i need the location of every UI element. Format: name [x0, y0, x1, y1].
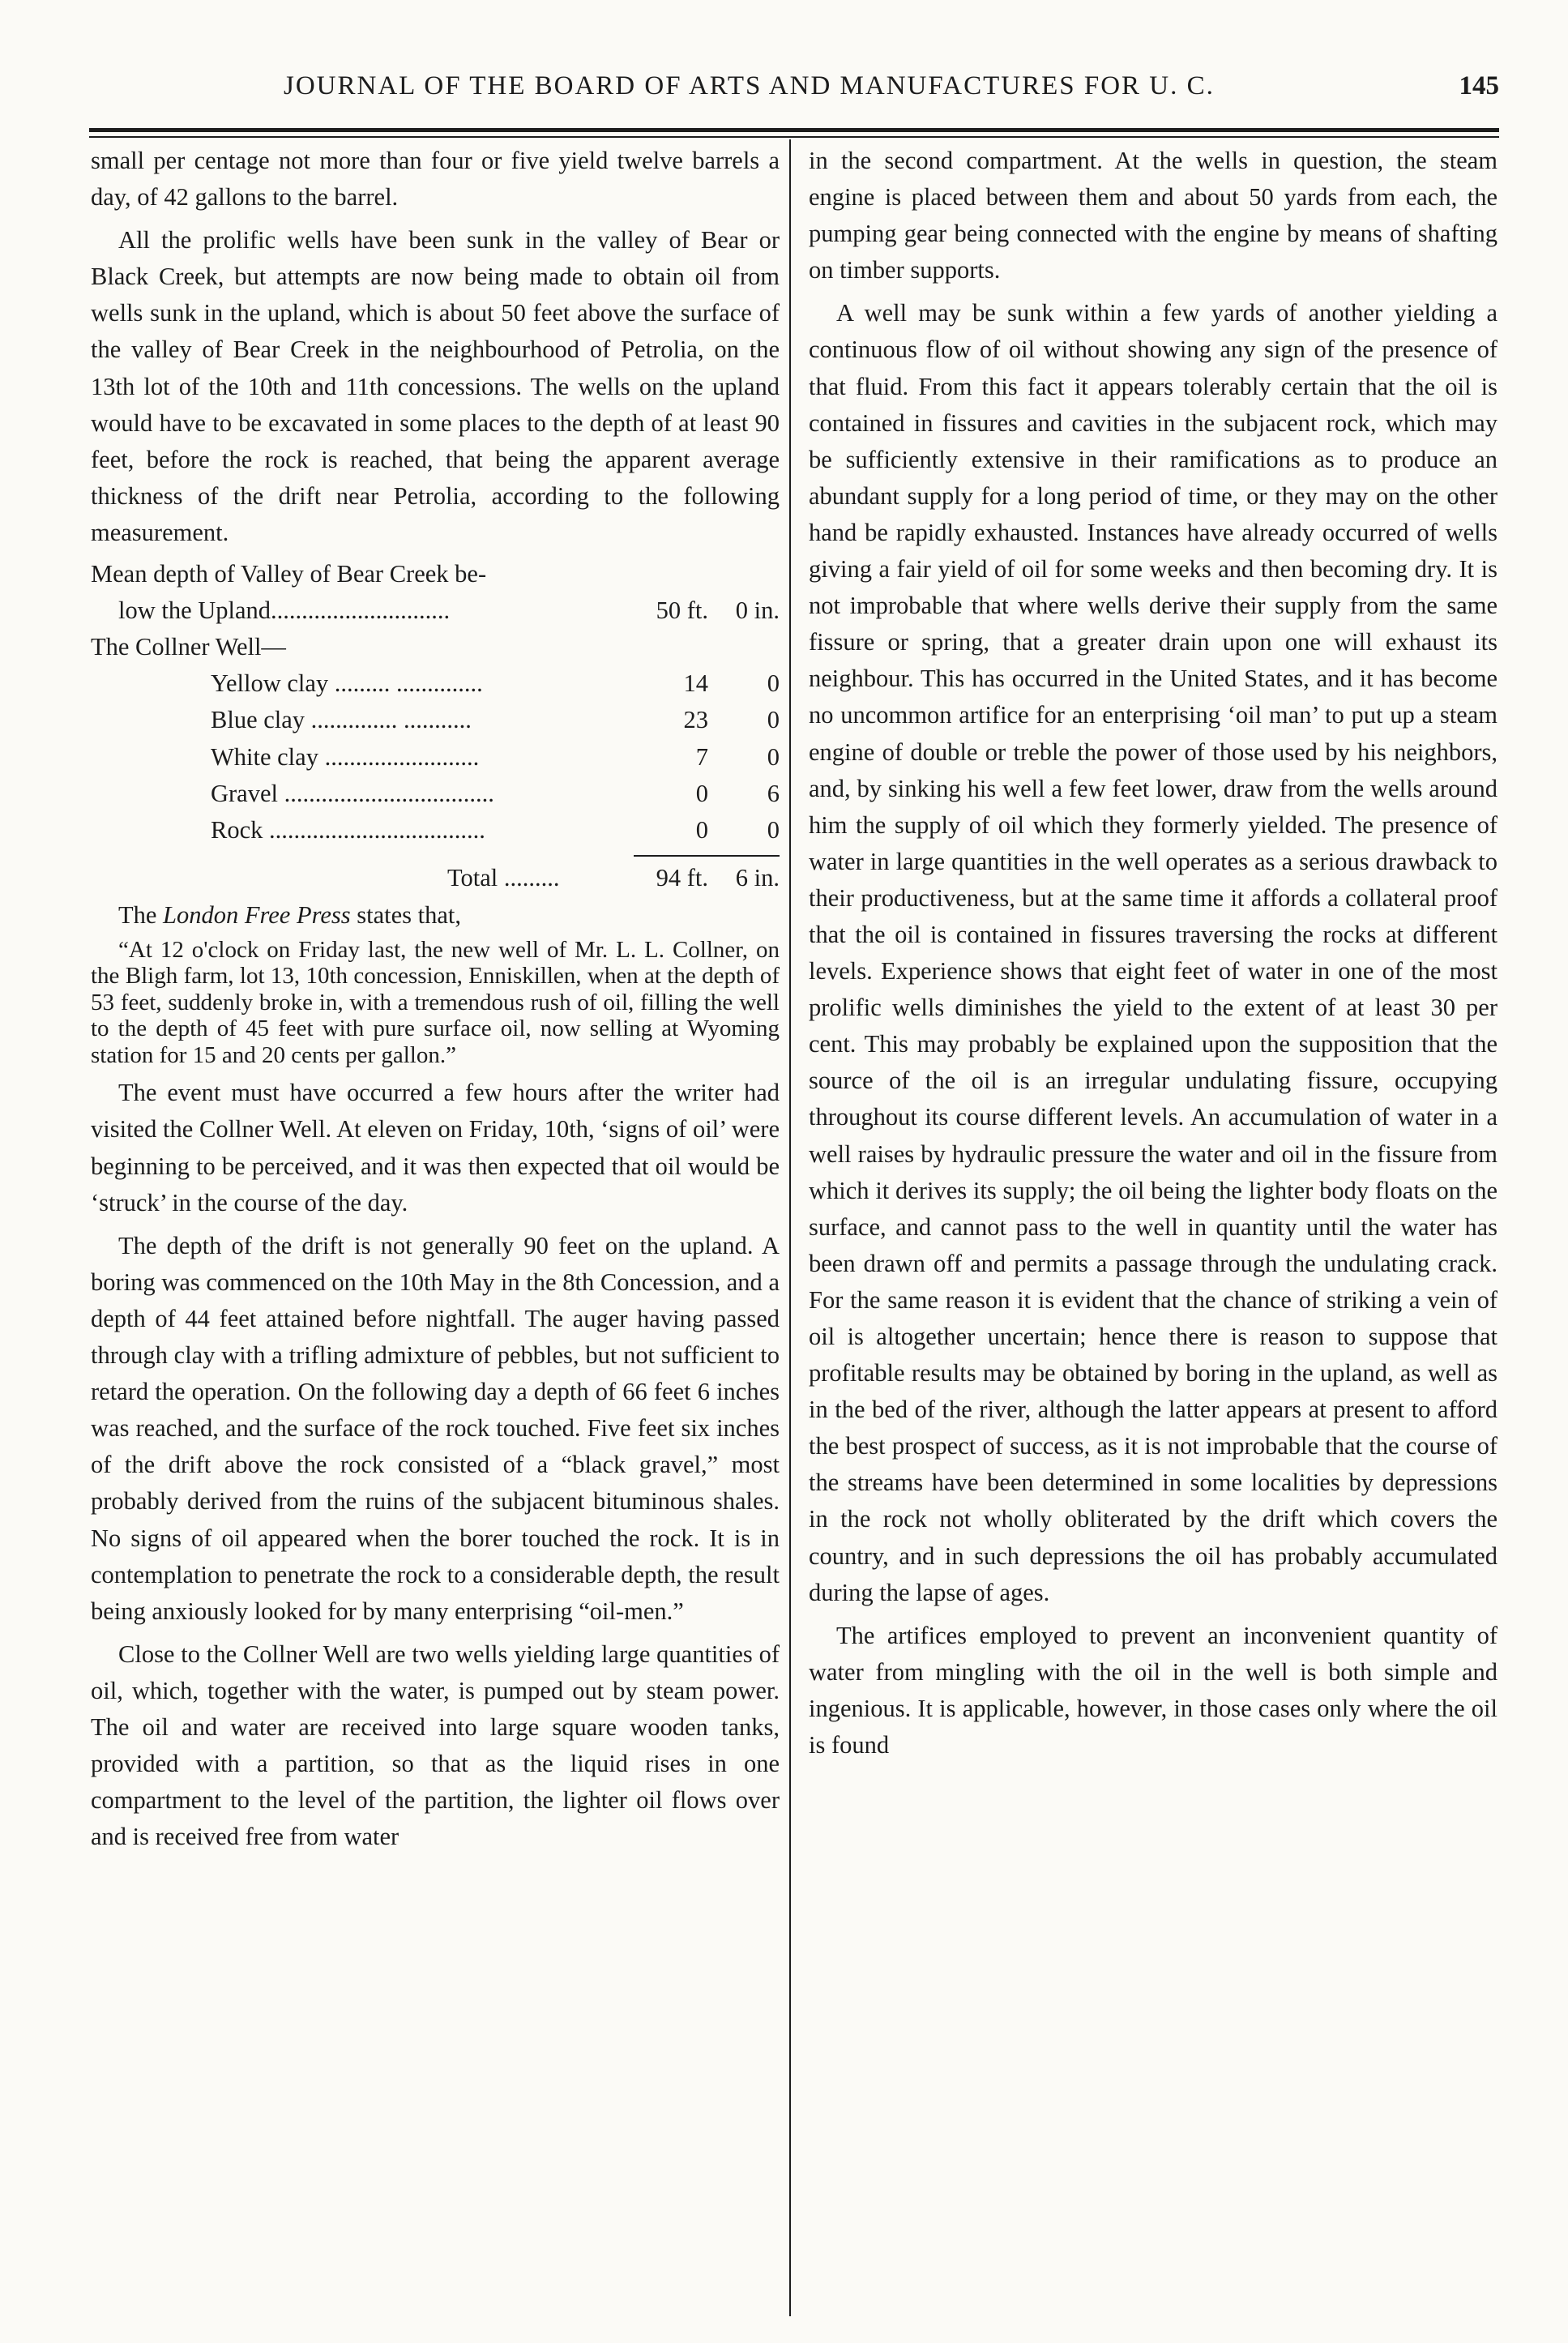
table-row [91, 665, 780, 702]
page-number: 145 [1459, 71, 1499, 100]
table-total-row [91, 849, 780, 897]
drift-measurement-table [91, 556, 780, 897]
header-rule-thick [89, 128, 1499, 132]
left-column [91, 143, 780, 1855]
table-layer-label: White clay ......................... [211, 742, 480, 771]
header-rule-thin [89, 136, 1499, 138]
table-intro-line: Mean depth of Valley of Bear Creek be- [91, 560, 487, 588]
table-layer-label: Blue clay .............. ........... [211, 706, 472, 734]
table-inches: 0 [767, 706, 780, 734]
table-inches: 6 [767, 779, 780, 807]
table-feet: 0 [695, 779, 708, 807]
table-layer-label: Rock ................................... [211, 815, 485, 844]
table-layer-label: Yellow clay ......... .............. [211, 669, 483, 698]
text-run: The [118, 900, 164, 929]
newspaper-quote: “At 12 o'clock on Friday last, the new well of Mr. L. L. Collner, on the Bligh farm, lot 13, 10th concession, Enniskillen, when at the depth of 53 feet, suddenly broke in, with a tremendous rush of oil, filling the well to the depth of 45 feet with pure surface oil, now selling at Wyoming station for 15 and 20 cents per gallon.” [91, 936, 780, 1068]
newspaper-title: London Free Press [163, 900, 351, 929]
paragraph [91, 897, 780, 934]
table-inches: 0 [767, 742, 780, 771]
text-run: states that, [350, 900, 461, 929]
table-row [91, 812, 780, 849]
table-feet: 23 [683, 706, 708, 734]
page-header [89, 71, 1499, 120]
table-total-label: Total ......... [447, 863, 560, 891]
table-heading: The Collner Well— [91, 633, 286, 661]
table-total-feet: 94 ft. [656, 863, 708, 891]
table-feet: 50 ft. [656, 596, 708, 625]
table-row [91, 739, 780, 776]
running-title: JOURNAL OF THE BOARD OF ARTS AND MANUFACTURES FOR U. C. [284, 71, 1215, 100]
paragraph: The artifices employed to prevent an inconvenient quantity of water from mingling with the oil in the well is both simple and ingenious. It is applicable, however, in those cases only where the oil is found [809, 1621, 1498, 1759]
table-feet: 14 [683, 669, 708, 698]
table-inches: 0 in. [735, 596, 780, 625]
paragraph: Close to the Collner Well are two wells yielding large quantities of oil, which, together with the water, is pumped out by steam power. The oil and water are received into large square wooden tanks, provided with a partition, so that as the liquid rises in one compartment to the level of the partition, the lighter oil flows over and is received free from water [91, 1640, 780, 1851]
paragraph: small per centage not more than four or five yield twelve barrels a day, of 42 gallons to the barrel. [91, 147, 780, 212]
table-row [91, 629, 780, 665]
table-row [91, 592, 780, 629]
column-divider [789, 139, 791, 2316]
table-total-inches: 6 in. [735, 863, 780, 891]
table-row [91, 556, 780, 592]
table-feet: 7 [695, 742, 708, 771]
paragraph: The event must have occurred a few hours after the writer had visited the Collner Well. At eleven on Friday, 10th, ‘signs of oil’ were beginning to be perceived, and it was then expected that oil would be ‘struck’ in the course of the day. [91, 1079, 780, 1216]
table-intro-line: low the Upland............................. [118, 596, 451, 625]
table-inches: 0 [767, 669, 780, 698]
paragraph: All the prolific wells have been sunk in the valley of Bear or Black Creek, but attempts are now being made to obtain oil from wells sunk in the upland, which is about 50 feet above the surface of the valley of Bear Creek in the neighbourhood of Petrolia, on the 13th lot of the 10th and 11th concessions. The wells on the upland would have to be excavated in some places to the depth of at least 90 feet, before the rock is reached, that being the apparent average thickness of the drift near Petrolia, according to the following measurement. [91, 226, 780, 546]
paragraph: in the second compartment. At the wells in question, the steam engine is placed between them and about 50 yards from each, the pumping gear being connected with the engine by means of shafting on timber supports. [809, 147, 1498, 284]
table-row [91, 702, 780, 738]
right-column [809, 143, 1498, 1764]
table-feet: 0 [695, 815, 708, 844]
table-layer-label: Gravel .................................. [211, 779, 494, 807]
paragraph: The depth of the drift is not generally 90 feet on the upland. A boring was commenced on the 10th May in the 8th Concession, and a depth of 44 feet attained before nightfall. The auger having passed through clay with a trifling admixture of pebbles, but not sufficient to retard the operation. On the following day a depth of 66 feet 6 inches was reached, and the surface of the rock touched. Five feet six inches of the drift above the rock consisted of a “black gravel,” most probably derived from the ruins of the subjacent bituminous shales. No signs of oil appeared when the borer touched the rock. It is in contemplation to penetrate the rock to a considerable depth, the result being anxiously looked for by many enterprising “oil-men.” [91, 1231, 780, 1625]
table-inches: 0 [767, 815, 780, 844]
paragraph: A well may be sunk within a few yards of another yielding a continuous flow of oil without showing any sign of the presence of that fluid. From this fact it appears tolerably certain that the oil is contained in fissures and cavities in the subjacent rock, which may be sufficiently extensive in their ramifications as to produce an abundant supply for a long period of time, or they may on the other hand be rapidly exhausted. Instances have already occurred of wells giving a fair yield of oil for some weeks and then becoming dry. It is not improbable that where wells derive their supply from the same fissure or spring, that a greater drain upon one will exhaust its neighbour. This has occurred in the United States, and it has become no uncommon artifice for an enterprising ‘oil man’ to put up a steam engine of double or treble the power of those used by his neighbors, and, by sinking his well a few feet lower, draw from the wells around him the supply of oil which they formerly yielded. The presence of water in large quantities in the well operates as a serious drawback to their productiveness, but at the same time it affords a collateral proof that the oil is contained in fissures traversing the rocks at different levels. Experience shows that eight feet of water in one of the most prolific wells diminishes the yield to the extent of at least 30 per cent. This may probably be explained upon the supposition that the source of the oil is an irregular undulating fissure, occupying throughout its course different levels. An accumulation of water in a well raises by hydraulic pressure the water and oil in the fissure from which it derives its supply; the oil being the lighter body floats on the surface, and cannot pass to the well in quantity until the water has been drawn off and permits a passage through the undulating crack. For the same reason it is evident that the chance of striking a vein of oil is altogether uncertain; hence there is reason to suppose that profitable results may be obtained by boring in the upland, as well as in the bed of the river, although the latter appears at present to afford the best prospect of success, as it is not improbable that the course of the streams have been determined in some localities by depressions in the rock not wholly obliterated by the drift which covers the country, and in such depressions the oil has probably accumulated during the lapse of ages. [809, 299, 1498, 1606]
table-row [91, 776, 780, 812]
